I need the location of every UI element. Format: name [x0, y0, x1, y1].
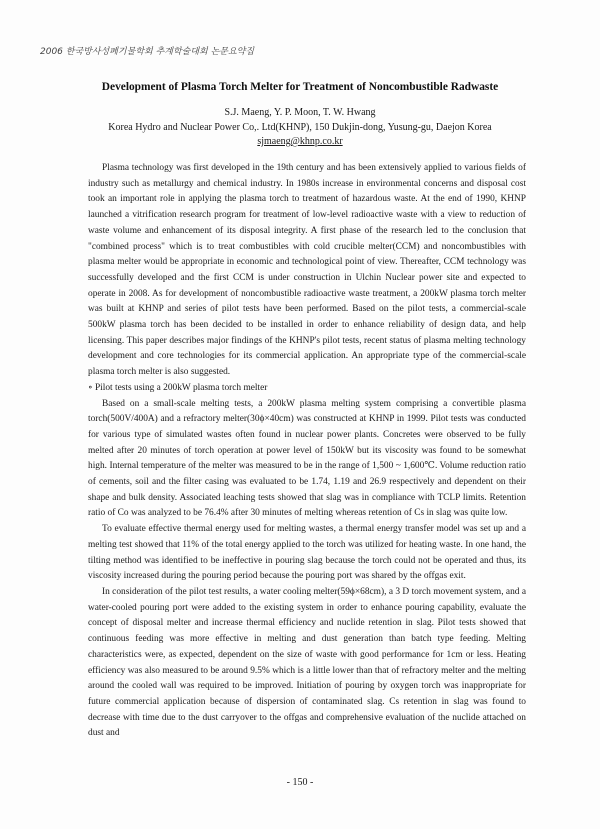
paper-email-line [0, 136, 600, 147]
paragraph-intro: Plasma technology was first developed in the 19th century and has been extensively applied to various fields of industry such as metallurgy and chemical industry. In 1980s increase in environmental concerns and disposal cost took an important role in applying the plasma torch to treatment of hazardous waste. At the end of 1990, KHNP launched a vitrification research program for treatment of low-level radioactive waste with a view to reduction of waste volume and enhancement of its disposal integrity. A first phase of the research led to the conclusion that "combined process" which is to treat combustibles with cold crucible melter(CCM) and noncombustibles with plasma melter would be appropriate in economic and technological point of view. Thereafter, CCM technology was successfully developed and the first CCM is under construction in Ulchin Nuclear power site and expected to operate in 2008. As for development of noncombustible radioactive waste treatment, a 200kW plasma torch melter was built at KHNP and series of pilot tests have been performed. Based on the pilot tests, a commercial-scale 500kW plasma torch has been decided to be installed in order to enhance reliability of design data, and help licensing. This paper describes major findings of the KHNP's pilot tests, recent status of plasma melting technology development and core technologies for its commercial application. An appropriate type of the commercial-scale plasma torch melter is also suggested. [88, 163, 526, 378]
abstract-body [88, 161, 526, 742]
paragraph-thermal-energy: To evaluate effective thermal energy used for melting wastes, a thermal energy transfer model was set up and a melting test showed that 11% of the total energy applied to the torch was utilized for heating waste. In one hand, the tilting method was identified to be ineffective in pouring slag because the torch could not be operated and thus, its viscosity increased during the pouring period because the pouring port was shared by the offgas exit. [88, 524, 526, 582]
running-header: 2006 한국방사성폐기물학회 추계학술대회 논문요약집 [40, 47, 255, 57]
paragraph-pilot-tests: Based on a small-scale melting tests, a 200kW plasma melting system comprising a convertible plasma torch(500V/400A) and a refractory melter(30ϕ×40cm) was constructed at KHNP in 1999. Pilot tests was conducted for various type of simulated wastes often found in nuclear power plants. Concretes were observed to be fully melted after 20 minutes of torch operation at power level of 150kW but its viscosity was found to be somewhat high. Internal temperature of the melter was measured to be in the range of 1,500 ~ 1,600℃. Volume reduction ratio of cements, soil and the filter casing was evaluated to be 1.74, 1.19 and 26.9 respectively and dependent on their shape and bulk density. Associated leaching tests showed that slag was in compliance with TCLP limits. Retention ratio of Co was analyzed to be 76.4% after 30 minutes of melting whereas retention of Cs in slag was quite low. [88, 398, 526, 519]
paper-title: Development of Plasma Torch Melter for Treatment of Noncombustible Radwaste [101, 81, 499, 93]
page-number: - 150 - [286, 777, 314, 788]
paper-email-link[interactable]: sjmaeng@khnp.co.kr [257, 136, 343, 147]
paper-affiliation: Korea Hydro and Nuclear Power Co,. Ltd(KHNP), 150 Dukjin-dong, Yusung-gu, Daejon Korea [108, 122, 492, 133]
paper-authors: S.J. Maeng, Y. P. Moon, T. W. Hwang [224, 107, 376, 118]
paragraph-pilot-results: In consideration of the pilot test results, a water cooling melter(59ϕ×68cm), a 3 D torch movement system, and a water-cooled pouring port were added to the existing system in order to enhance pouring capability, evaluate the concept of disposal melter and increase thermal efficiency and nuclide retention in slag. Pilot tests showed that continuous feeding was more effective in melting and dust generation than batch type feeding. Melting characteristics were, as expected, dependent on the size of waste with good performance for 1cm or less. Heating efficiency was also measured to be around 9.5% which is a little lower than that of refractory melter and the melting around the cooled wall was required to be improved. Initiation of pouring by oxygen torch was inappropriate for future commercial application because of dispersion of contaminated slag. Cs retention in slag was found to decrease with time due to the dust carryover to the offgas and comprehensive evaluation of the nuclide attached on dust and [88, 586, 526, 739]
section-bullet-pilot-tests: ∘ Pilot tests using a 200kW plasma torch melter [88, 382, 268, 393]
